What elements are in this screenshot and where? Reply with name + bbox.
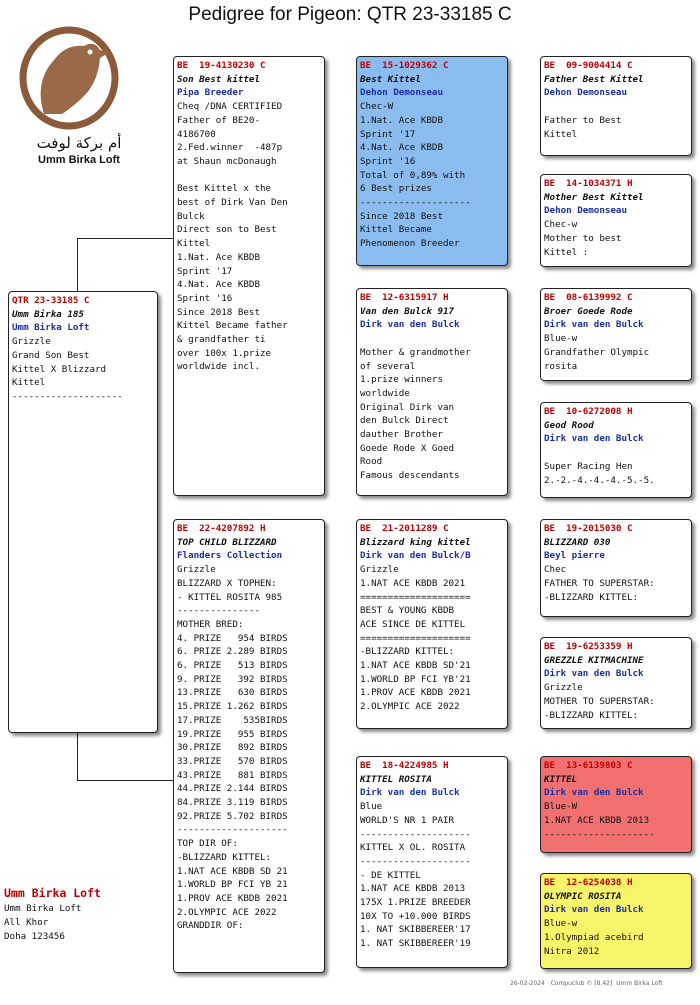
note-line: BLIZZARD X TOPHEN: <box>177 577 277 589</box>
owner-name: Dirk van den Bulck <box>544 787 644 799</box>
note-line: best of Dirk Van Den <box>177 197 288 209</box>
ring-number: BE 10-6272008 H <box>544 406 633 417</box>
note-line: -------------------- <box>544 828 655 840</box>
connector-line <box>77 238 78 292</box>
note-line: 2.Fed.winner -487p <box>177 142 283 154</box>
note-line: worldwide incl. <box>177 361 260 373</box>
note-line: 4.Nat. Ace KBDB <box>177 279 260 291</box>
owner-name: Dehon Demonseau <box>544 205 627 217</box>
owner-name: Dirk van den Bulck/B <box>360 550 471 562</box>
note-line: 13.PRIZE 630 BIRDS <box>177 687 288 699</box>
ring-number: BE 14-1034371 H <box>544 178 633 189</box>
note-line: of several <box>360 360 416 372</box>
pigeon-name: Van den Bulck 917 <box>360 305 455 317</box>
note-line: Kittel <box>177 238 211 250</box>
note-line: 1.Olympiad acebird <box>544 931 644 943</box>
owner-name: Dirk van den Bulck <box>544 433 644 445</box>
pigeon-name: GREZZLE KITMACHINE <box>544 654 644 666</box>
page-title: Pedigree for Pigeon: QTR 23-33185 C <box>188 4 512 25</box>
note-line: Nitra 2012 <box>544 945 600 957</box>
ring-number: BE 21-2011289 C <box>360 523 449 534</box>
pigeon-notes <box>360 332 504 483</box>
note-line: at Shaun mcDonaugh <box>177 155 277 167</box>
note-line <box>544 100 688 114</box>
note-line: 1. NAT SKIBBEREER'19 <box>360 938 471 950</box>
note-line: Cheq /DNA CERTIFIED <box>177 101 283 113</box>
pigeon-notes <box>177 100 321 374</box>
note-line: Mother to best <box>544 232 622 244</box>
note-line: Original Dirk van <box>360 401 455 413</box>
sire-sire-card[interactable] <box>356 56 508 266</box>
footer-print-info: 26-02-2024 Compuclub © [8.42] Umm Birka Loft <box>510 980 663 987</box>
note-line: - KITTEL ROSITA 985 <box>177 591 283 603</box>
note-line: - DE KITTEL <box>360 869 421 881</box>
note-line: 175X 1.PRIZE BREEDER <box>360 897 471 909</box>
note-line <box>360 332 504 346</box>
note-line: 1.prize winners <box>360 374 443 386</box>
pigeon-name: Geod Rood <box>544 419 594 431</box>
note-line: 1.PROV ACE KBDB 2021 <box>177 892 288 904</box>
subject-pigeon-card[interactable] <box>8 291 158 733</box>
owner-name: Dehon Demonseau <box>360 87 443 99</box>
note-line: TOP DIR OF: <box>177 838 238 850</box>
note-line: ACE SINCE DE KITTEL <box>360 618 466 630</box>
pigeon-name: KITTEL ROSITA <box>360 773 432 785</box>
note-line: dauther Brother <box>360 429 443 441</box>
note-line: Since 2018 Best <box>177 306 260 318</box>
sire-card[interactable] <box>173 56 325 496</box>
note-line: den Bulck Direct <box>360 415 449 427</box>
pigeon-notes <box>544 446 688 487</box>
note-line: Grizzle <box>12 336 51 348</box>
note-line: 4. PRIZE 954 BIRDS <box>177 632 288 644</box>
ring-number: BE 08-6139992 C <box>544 292 633 303</box>
note-line: 44.PRIZE 2.144 BIRDS <box>177 783 288 795</box>
breeder-name: Umm Birka Loft <box>4 886 101 900</box>
pigeon-notes <box>544 800 688 841</box>
note-line: Direct son to Best <box>177 224 277 236</box>
note-line: Sprint '17 <box>360 128 416 140</box>
note-line: 1.WORLD BP FCI YB'21 <box>360 673 471 685</box>
loft-logo <box>14 22 124 166</box>
sire-dam-card[interactable] <box>356 288 508 496</box>
ring-number: BE 13-6139803 C <box>544 760 633 771</box>
note-line: Bulck <box>177 210 205 222</box>
note-line: 30.PRIZE 892 BIRDS <box>177 742 288 754</box>
pigeon-name: Broer Goede Rode <box>544 305 633 317</box>
note-line: 1.PROV ACE KBDB 2021 <box>360 687 471 699</box>
note-line: 1.NAT ACE KBDB 2021 <box>360 577 466 589</box>
note-line: -------------------- <box>360 828 471 840</box>
note-line: Chec-W <box>360 101 394 113</box>
note-line: 2.OLYMPIC ACE 2022 <box>177 906 277 918</box>
note-line: GRANDDIR OF: <box>177 920 244 932</box>
note-line: -------------------- <box>360 855 471 867</box>
note-line: Kittel X Blizzard <box>12 363 107 375</box>
note-line <box>544 446 688 460</box>
pigeon-name: Father Best Kittel <box>544 73 644 85</box>
ring-number: BE 18-4224985 H <box>360 760 449 771</box>
note-line: 1.NAT ACE KBDB SD 21 <box>177 865 288 877</box>
pigeon-notes <box>177 563 321 933</box>
pigeon-notes <box>544 917 688 958</box>
note-line: 1.WORLD BP FCI YB 21 <box>177 879 288 891</box>
pigeon-name: Best Kittel <box>360 73 421 85</box>
note-line: ==================== <box>360 632 471 644</box>
breeder-address-line: Umm Birka Loft <box>4 903 82 914</box>
pigeon-notes <box>544 218 688 259</box>
note-line: Total of 0,89% with <box>360 169 466 181</box>
note-line: rosita <box>544 360 578 372</box>
pigeon-name: BLIZZARD 030 <box>544 536 611 548</box>
owner-name: Dirk van den Bulck <box>360 787 460 799</box>
ring-number: BE 19-4130230 C <box>177 60 266 71</box>
note-line: over 100x 1.prize <box>177 347 272 359</box>
breeder-info <box>4 886 101 944</box>
pigeon-name: Blizzard king kittel <box>360 536 471 548</box>
note-line: Sprint '16 <box>177 292 233 304</box>
dam-card[interactable] <box>173 519 325 973</box>
note-line: Kittel Became father <box>177 320 288 332</box>
note-line: Super Racing Hen <box>544 460 633 472</box>
pigeon-notes <box>360 563 504 714</box>
note-line: Father to Best <box>544 114 622 126</box>
note-line: Since 2018 Best <box>360 210 443 222</box>
note-line: Sprint '17 <box>177 265 233 277</box>
owner-name: Pipa Breeder <box>177 87 244 99</box>
pigeon-name: TOP CHILD BLIZZARD <box>177 536 277 548</box>
pigeon-name: Mother Best Kittel <box>544 191 644 203</box>
note-line: Blue-w <box>544 333 578 345</box>
note-line: Phenomenon Breeder <box>360 238 460 250</box>
note-line: 19.PRIZE 955 BIRDS <box>177 728 288 740</box>
note-line: 2.-2.-4.-4.-4.-5.-5. <box>544 474 655 486</box>
connector-line <box>77 780 175 781</box>
note-line: 1. NAT SKIBBEREER'17 <box>360 924 471 936</box>
dam-sire-card[interactable] <box>356 519 508 729</box>
note-line: 4.Nat. Ace KBDB <box>360 142 443 154</box>
note-line: -BLIZZARD KITTEL: <box>177 851 272 863</box>
logo-english-text: Umm Birka Loft <box>38 154 120 166</box>
logo-arabic-text: أم بركة لوفت <box>36 134 122 152</box>
pigeon-notes <box>360 800 504 951</box>
owner-name: Dirk van den Bulck <box>544 319 644 331</box>
pigeon-name: OLYMPIC ROSITA <box>544 890 622 902</box>
note-line: KITTEL X OL. ROSITA <box>360 842 466 854</box>
breeder-address-line: Doha 123456 <box>4 931 65 942</box>
note-line: 92.PRIZE 5.702 BIRDS <box>177 810 288 822</box>
note-line: worldwide <box>360 387 410 399</box>
note-line: Blue-W <box>544 801 578 813</box>
note-line: Goede Rode X Goed <box>360 442 455 454</box>
note-line: Kittel <box>12 377 46 389</box>
note-line: MOTHER BRED: <box>177 618 244 630</box>
note-line: 43.PRIZE 881 BIRDS <box>177 769 288 781</box>
note-line: -------------------- <box>12 390 123 402</box>
ring-number: BE 12-6254038 H <box>544 877 633 888</box>
owner-name: Umm Birka Loft <box>12 322 90 334</box>
pigeon-notes <box>544 332 688 373</box>
ring-number: QTR 23-33185 C <box>12 295 90 306</box>
owner-name: Flanders Collection <box>177 550 283 562</box>
note-line: Kittel Became <box>360 224 432 236</box>
note-line: 1.Nat. Ace KBDB <box>360 114 443 126</box>
pigeon-logo-icon <box>14 22 124 134</box>
note-line: Best Kittel x the <box>177 183 272 195</box>
note-line: 4186700 <box>177 128 216 140</box>
ring-number: BE 09-9004414 C <box>544 60 633 71</box>
note-line: MOTHER TO SUPERSTAR: <box>544 695 655 707</box>
note-line: Mother & grandmother <box>360 346 471 358</box>
note-line: Grizzle <box>360 564 399 576</box>
note-line: 9. PRIZE 392 BIRDS <box>177 673 288 685</box>
dam-sire-dam-card[interactable] <box>540 637 692 729</box>
owner-name: Beyl pierre <box>544 550 605 562</box>
ring-number: BE 22-4207892 H <box>177 523 266 534</box>
pigeon-name: Son Best kittel <box>177 73 260 85</box>
pigeon-notes <box>544 100 688 141</box>
pigeon-notes <box>12 335 154 404</box>
dam-dam-card[interactable] <box>356 756 508 968</box>
ring-number: BE 12-6315917 H <box>360 292 449 303</box>
note-line: Sprint '16 <box>360 155 416 167</box>
pigeon-notes <box>544 563 688 604</box>
note-line: 6. PRIZE 513 BIRDS <box>177 660 288 672</box>
note-line: Blue-w <box>544 918 578 930</box>
note-line: 17.PRIZE 535BIRDS <box>177 714 288 726</box>
note-line: Chec-w <box>544 219 578 231</box>
note-line: Kittel : <box>544 246 589 258</box>
note-line: 10X TO +10.000 BIRDS <box>360 910 471 922</box>
note-line: Father of BE20- <box>177 114 260 126</box>
note-line: Blue <box>360 801 383 813</box>
note-line: 2.OLYMPIC ACE 2022 <box>360 701 460 713</box>
owner-name: Dirk van den Bulck <box>544 904 644 916</box>
note-line: -BLIZZARD KITTEL: <box>544 591 639 603</box>
sire-dam-dam-card[interactable] <box>540 402 692 498</box>
note-line: Chec <box>544 564 567 576</box>
note-line <box>177 169 321 183</box>
dam-sire-sire-card[interactable] <box>540 519 692 617</box>
note-line: 33.PRIZE 570 BIRDS <box>177 755 288 767</box>
owner-name: Dirk van den Bulck <box>360 319 460 331</box>
note-line: 1.NAT ACE KBDB 2013 <box>360 883 466 895</box>
note-line: -BLIZZARD KITTEL: <box>544 709 639 721</box>
note-line: ==================== <box>360 591 471 603</box>
dam-dam-sire-card[interactable] <box>540 756 692 853</box>
sire-dam-sire-card[interactable] <box>540 288 692 381</box>
note-line: 15.PRIZE 1.262 BIRDS <box>177 701 288 713</box>
ring-number: BE 19-2015030 C <box>544 523 633 534</box>
connector-line <box>77 732 78 780</box>
note-line: 1.NAT ACE KBDB SD'21 <box>360 660 471 672</box>
note-line: -BLIZZARD KITTEL: <box>360 646 455 658</box>
breeder-address-line: All Khor <box>4 917 49 928</box>
note-line: 1.Nat. Ace KBDB <box>177 251 260 263</box>
pigeon-notes <box>360 100 504 251</box>
note-line: 84.PRIZE 3.119 BIRDS <box>177 797 288 809</box>
ring-number: BE 15-1029362 C <box>360 60 449 71</box>
note-line: Kittel <box>544 128 578 140</box>
note-line: -------------------- <box>360 197 471 209</box>
owner-name: Dehon Demonseau <box>544 87 627 99</box>
note-line: Grand Son Best <box>12 349 90 361</box>
note-line: Rood <box>360 456 383 468</box>
note-line: Grandfather Olympic <box>544 346 650 358</box>
ring-number: BE 19-6253359 H <box>544 641 633 652</box>
pigeon-notes <box>544 681 688 722</box>
owner-name: Dirk van den Bulck <box>544 668 644 680</box>
sire-sire-sire-card[interactable] <box>540 56 692 156</box>
note-line: FATHER TO SUPERSTAR: <box>544 577 655 589</box>
note-line: & grandfather ti <box>177 334 266 346</box>
note-line: -------------------- <box>177 824 288 836</box>
note-line: WORLD'S NR 1 PAIR <box>360 814 455 826</box>
connector-line <box>77 238 175 239</box>
pigeon-name: KITTEL <box>544 773 578 785</box>
note-line: --------------- <box>177 605 260 617</box>
note-line: 6. PRIZE 2.289 BIRDS <box>177 646 288 658</box>
note-line: Grizzle <box>177 564 216 576</box>
note-line: 1.NAT ACE KBDB 2013 <box>544 814 650 826</box>
note-line: 6 Best prizes <box>360 183 432 195</box>
sire-sire-dam-card[interactable] <box>540 174 692 267</box>
dam-dam-dam-card[interactable] <box>540 873 692 969</box>
pigeon-name: Umm Birka 185 <box>12 308 84 320</box>
note-line: BEST & YOUNG KBDB <box>360 605 455 617</box>
note-line: Grizzle <box>544 682 583 694</box>
note-line: Famous descendants <box>360 470 460 482</box>
